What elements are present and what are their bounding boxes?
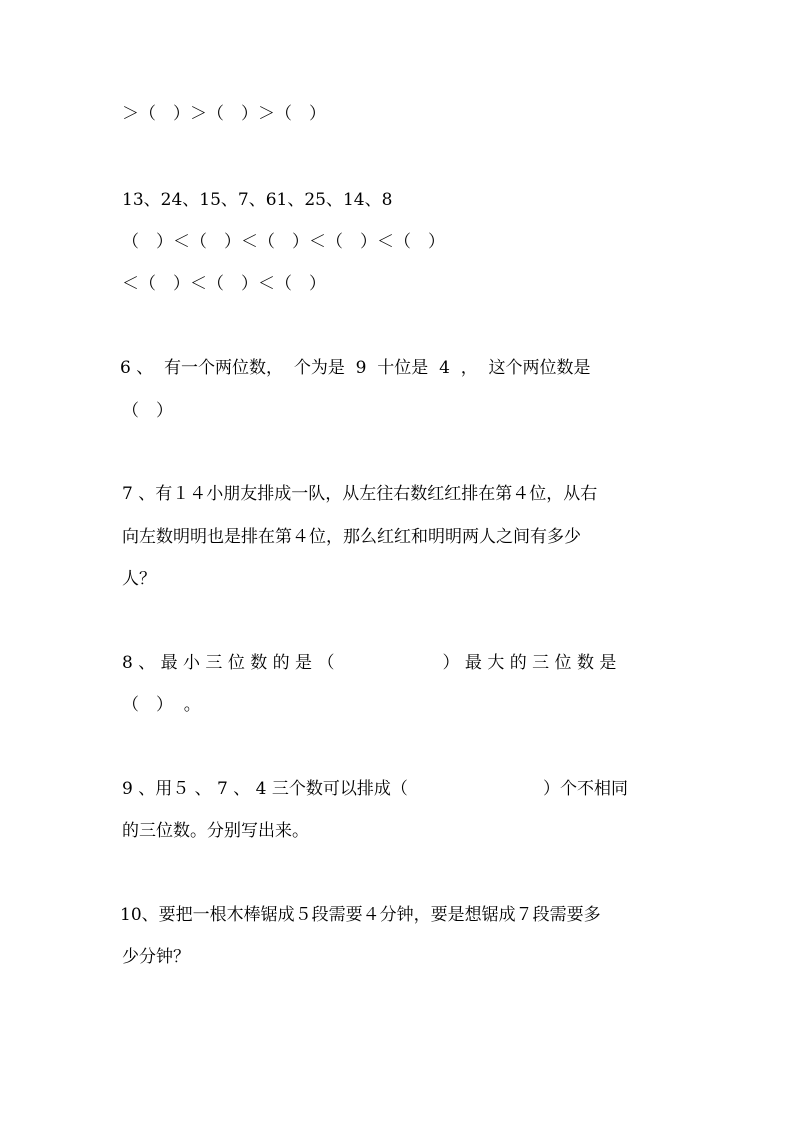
question-9-line-1: 9 、用５ 、 7 、 4 三个数可以排成（ ）个不相同 xyxy=(122,779,628,799)
ascending-blanks-row-2: ＜（ ）＜（ ）＜（ ） xyxy=(122,274,326,294)
question-9-line-2: 的三位数。分别写出来。 xyxy=(122,821,309,841)
question-8-answer-blank: （ ） 。 xyxy=(122,695,201,715)
ascending-blanks-row-1: （ ）＜（ ）＜（ ）＜（ ）＜（ ） xyxy=(122,232,445,252)
question-7-line-1: 7 、有１４小朋友排成一队，从左往右数红红排在第４位，从右 xyxy=(122,484,598,504)
question-10-line-2: 少分钟？ xyxy=(122,947,190,967)
compare-blanks-row-1: ＞（ ）＞（ ）＞（ ） xyxy=(122,104,326,124)
question-7-line-2: 向左数明明也是排在第４位，那么红红和明明两人之间有多少 xyxy=(122,527,581,547)
question-6-text: 6 、 有一个两位数， 个为是 9 十位是 4 ， 这个两位数是 xyxy=(120,358,591,378)
number-sequence: 13、24、15、7、61、25、14、8 xyxy=(122,190,393,210)
question-6-answer-blank: （ ） xyxy=(122,401,173,421)
question-7-line-3: 人？ xyxy=(122,569,156,589)
question-8-text: 8 、 最 小 三 位 数 的 是 （ ） 最 大 的 三 位 数 是 xyxy=(122,653,617,673)
question-10-line-1: 10、要把一根木棒锯成５段需要４分钟，要是想锯成７段需要多 xyxy=(120,905,601,925)
